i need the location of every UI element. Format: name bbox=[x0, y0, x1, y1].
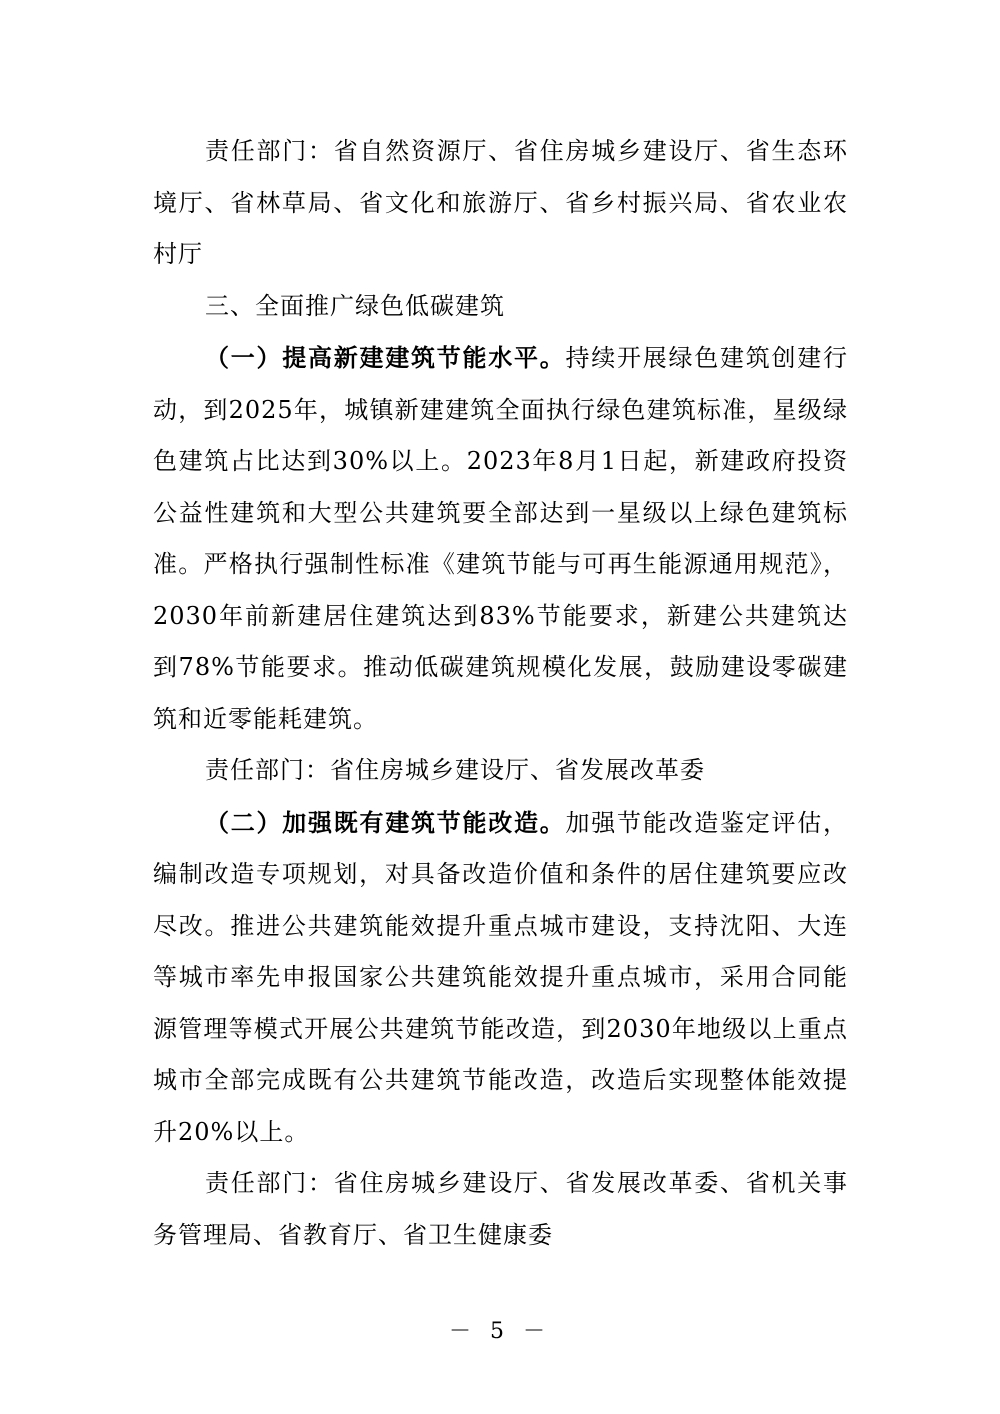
item-2-paragraph bbox=[153, 797, 848, 1159]
item-1-body: 持续开展绿色建筑创建行动，到2025年，城镇新建建筑全面执行绿色建筑标准，星级绿色建筑占比达到30%以上。2023年8月1日起，新建政府投资公益性建筑和大型公共建筑要全部达到一星级以上绿色建筑标准。严格执行强制性标准《建筑节能与可再生能源通用规范》，2030年前新建居住建筑达到83%节能要求，新建公共建筑达到78%节能要求。推动低碳建筑规模化发展，鼓励建设零碳建筑和近零能耗建筑。 bbox=[153, 344, 848, 733]
item-2-body: 加强节能改造鉴定评估，编制改造专项规划，对具备改造价值和条件的居住建筑要应改尽改。推进公共建筑能效提升重点城市建设，支持沈阳、大连等城市率先申报国家公共建筑能效提升重点城市，采用合同能源管理等模式开展公共建筑节能改造，到2030年地级以上重点城市全部完成既有公共建筑节能改造，改造后实现整体能效提升20%以上。 bbox=[153, 808, 848, 1146]
item-1-paragraph bbox=[153, 332, 848, 745]
document-body bbox=[153, 126, 848, 1261]
page-number: － 5 － bbox=[449, 1319, 551, 1344]
item-1-lead: （一）提高新建建筑节能水平。 bbox=[205, 343, 566, 372]
item-2-responsible: 责任部门：省住房城乡建设厅、省发展改革委、省机关事务管理局、省教育厅、省卫生健康委 bbox=[153, 1169, 848, 1249]
responsible-departments-paragraph: 责任部门：省自然资源厅、省住房城乡建设厅、省生态环境厅、省林草局、省文化和旅游厅、省乡村振兴局、省农业农村厅 bbox=[153, 137, 848, 268]
item-2-lead: （二）加强既有建筑节能改造。 bbox=[205, 807, 566, 837]
section-heading: 三、全面推广绿色低碳建筑 bbox=[205, 291, 505, 320]
item-1-responsible: 责任部门：省住房城乡建设厅、省发展改革委 bbox=[205, 756, 705, 784]
